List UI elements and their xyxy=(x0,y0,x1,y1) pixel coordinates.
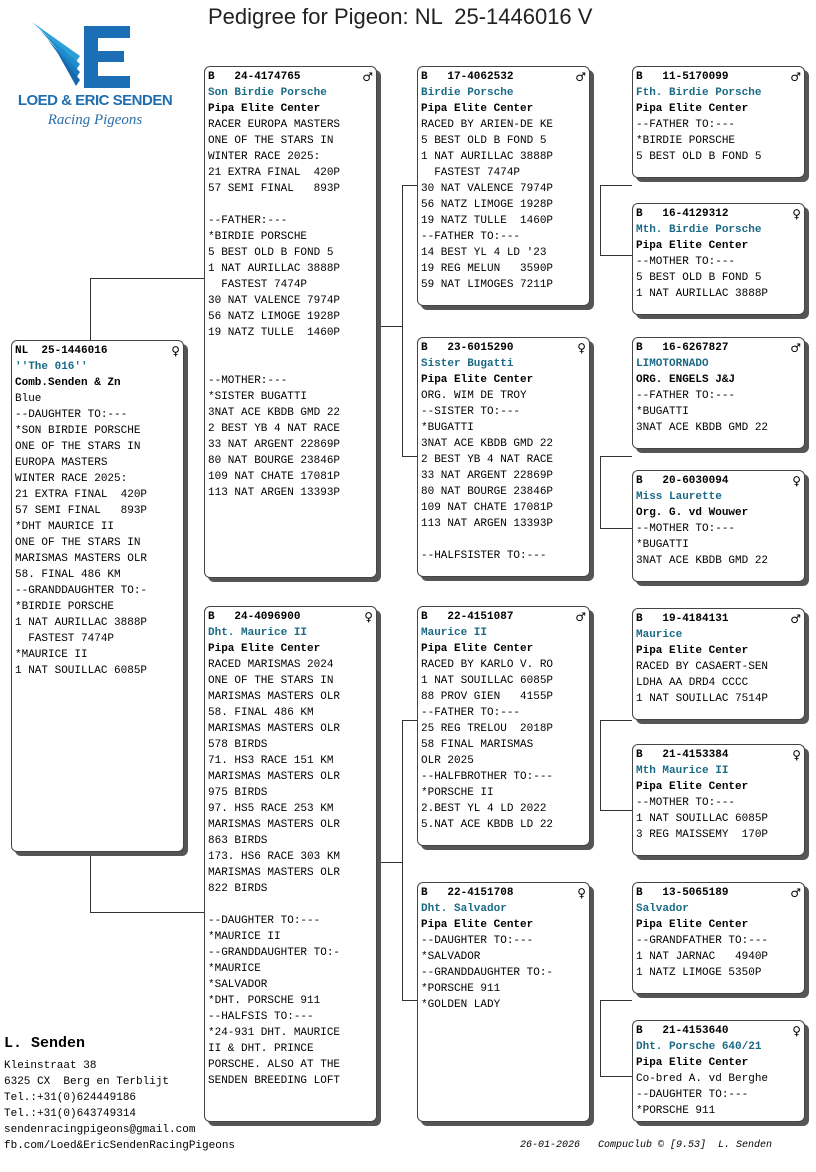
connector-line xyxy=(402,456,417,457)
connector-line xyxy=(600,185,632,186)
note-line: *GOLDEN LADY xyxy=(421,999,501,1011)
pigeon-card-ssd[interactable] xyxy=(632,203,805,315)
note-line: *SON BIRDIE PORSCHE xyxy=(15,425,141,437)
breeder-logo xyxy=(10,16,180,140)
female-symbol-icon: ♀ xyxy=(792,474,801,488)
pigeon-card-sds[interactable] xyxy=(632,337,805,449)
card-header xyxy=(636,885,801,901)
pigeon-notes xyxy=(636,795,801,843)
note-line: --GRANDFATHER TO:--- xyxy=(636,935,769,947)
note-line: *MAURICE II xyxy=(15,649,88,661)
note-line: 19 NATZ TULLE 1460P xyxy=(421,215,554,227)
pigeon-owner: Pipa Elite Center xyxy=(636,919,749,931)
note-line: RACED MARISMAS 2024 xyxy=(208,659,334,671)
male-symbol-icon: ♂ xyxy=(790,341,801,355)
ring-number: B 21-4153640 xyxy=(636,1025,729,1037)
note-line: *SALVADOR xyxy=(208,979,268,991)
note-line: 21 EXTRA FINAL 420P xyxy=(208,167,341,179)
ring-number: B 22-4151708 xyxy=(421,887,514,899)
note-line: RACED BY KARLO V. RO xyxy=(421,659,554,671)
card-header xyxy=(636,1023,801,1039)
note-line: 113 NAT ARGEN 13393P xyxy=(421,518,554,530)
note-line: 1 NAT SOUILLAC 7514P xyxy=(636,693,769,705)
note-line: --HALFBROTHER TO:--- xyxy=(421,771,554,783)
pigeon-card-dam[interactable] xyxy=(204,606,377,1122)
pigeon-name: Dht. Maurice II xyxy=(208,627,308,639)
pigeon-notes xyxy=(636,117,801,165)
note-line: --GRANDDAUGHTER TO:- xyxy=(421,967,554,979)
note-line: 30 NAT VALENCE 7974P xyxy=(208,295,341,307)
male-symbol-icon: ♂ xyxy=(575,610,586,624)
connector-line xyxy=(600,1000,632,1001)
ring-number: B 24-4174765 xyxy=(208,71,301,83)
connector-line xyxy=(600,720,632,721)
note-line: --MOTHER TO:--- xyxy=(636,523,736,535)
card-header xyxy=(636,747,801,763)
note-line xyxy=(208,197,373,213)
connector-line xyxy=(402,720,417,721)
note-line: 1 NAT JARNAC 4940P xyxy=(636,951,769,963)
female-symbol-icon: ♀ xyxy=(792,748,801,762)
pigeon-notes xyxy=(208,117,373,501)
logo-subtitle: Racing Pigeons xyxy=(47,112,143,128)
pigeon-owner: Pipa Elite Center xyxy=(636,781,749,793)
connector-line xyxy=(90,278,204,279)
note-line: 822 BIRDS xyxy=(208,883,268,895)
connector-line xyxy=(380,862,402,863)
connector-line xyxy=(402,720,403,1000)
card-header xyxy=(421,69,586,85)
pigeon-name: Son Birdie Porsche xyxy=(208,87,327,99)
note-line: 5.NAT ACE KBDB LD 22 xyxy=(421,819,554,831)
pigeon-card-dds[interactable] xyxy=(632,882,805,994)
note-line xyxy=(208,341,373,357)
note-line: 173. HS6 RACE 303 KM xyxy=(208,851,341,863)
logo-text: LOED & ERIC SENDEN xyxy=(17,92,173,109)
connector-line xyxy=(600,255,632,256)
female-symbol-icon: ♀ xyxy=(364,610,373,624)
note-line: --FATHER TO:--- xyxy=(636,390,736,402)
note-line: *BIRDIE PORSCHE xyxy=(636,135,736,147)
ring-number: B 16-4129312 xyxy=(636,208,729,220)
note-line: --FATHER TO:--- xyxy=(636,119,736,131)
note-line: MARISMAS MASTERS OLR xyxy=(208,723,341,735)
note-line: 59 NAT LIMOGES 7211P xyxy=(421,279,554,291)
pigeon-name: Maurice xyxy=(636,629,683,641)
note-line: 2.BEST YL 4 LD 2022 xyxy=(421,803,547,815)
note-line: ONE OF THE STARS IN xyxy=(15,441,141,453)
note-line: FASTEST 7474P xyxy=(208,279,308,291)
pigeon-notes xyxy=(636,254,801,302)
connector-line xyxy=(600,720,601,810)
pigeon-owner: Comb.Senden & Zn xyxy=(15,377,121,389)
pigeon-card-dss[interactable] xyxy=(632,608,805,720)
connector-line xyxy=(600,185,601,255)
note-line: 3NAT ACE KBDB GMD 22 xyxy=(208,407,341,419)
note-line: ONE OF THE STARS IN xyxy=(208,675,334,687)
pigeon-name: Mth. Birdie Porsche xyxy=(636,224,762,236)
pigeon-card-sire[interactable] xyxy=(204,66,377,578)
address-line: Kleinstraat 38 xyxy=(4,1060,97,1072)
note-line: 3NAT ACE KBDB GMD 22 xyxy=(636,555,769,567)
note-line: --DAUGHTER TO:--- xyxy=(421,935,534,947)
card-header xyxy=(421,340,586,356)
connector-line xyxy=(600,456,601,528)
note-line: *BIRDIE PORSCHE xyxy=(208,231,308,243)
note-line: *SALVADOR xyxy=(421,951,481,963)
connector-line xyxy=(90,912,204,913)
note-line: EUROPA MASTERS xyxy=(15,457,108,469)
pigeon-card-dam-dam[interactable] xyxy=(417,882,590,1122)
note-line: 109 NAT CHATE 17081P xyxy=(208,471,341,483)
female-symbol-icon: ♀ xyxy=(171,344,180,358)
note-line: 1 NAT SOUILLAC 6085P xyxy=(421,675,554,687)
note-line: 58 FINAL MARISMAS xyxy=(421,739,534,751)
pigeon-owner: Pipa Elite Center xyxy=(421,643,534,655)
pigeon-card-sire-sire[interactable] xyxy=(417,66,590,306)
note-line: --GRANDDAUGHTER TO:- xyxy=(208,947,341,959)
pigeon-owner: Pipa Elite Center xyxy=(636,103,749,115)
connector-line xyxy=(90,850,91,912)
note-line: 3 REG MAISSEMY 170P xyxy=(636,829,769,841)
pigeon-owner: Pipa Elite Center xyxy=(208,103,321,115)
card-header xyxy=(421,609,586,625)
note-line: --GRANDDAUGHTER TO:- xyxy=(15,585,148,597)
note-line: LDHA AA DRD4 CCCC xyxy=(636,677,749,689)
pigeon-name: Mth Maurice II xyxy=(636,765,729,777)
ring-number: B 24-4096900 xyxy=(208,611,301,623)
note-line: RACED BY CASAERT-SEN xyxy=(636,661,769,673)
note-line: --MOTHER TO:--- xyxy=(636,797,736,809)
note-line: 58. FINAL 486 KM xyxy=(15,569,121,581)
footer-stamp: 26-01-2026 Compuclub © [9.53] L. Senden xyxy=(520,1140,773,1151)
note-line: *MAURICE xyxy=(208,963,261,975)
note-line: 1 NATZ LIMOGE 5350P xyxy=(636,967,762,979)
note-line: 33 NAT ARGENT 22869P xyxy=(208,439,341,451)
note-line: 1 NAT AURILLAC 3888P xyxy=(15,617,148,629)
note-line: 578 BIRDS xyxy=(208,739,268,751)
pigeon-name: Salvador xyxy=(636,903,689,915)
card-header xyxy=(208,609,373,625)
pigeon-notes xyxy=(421,117,586,293)
note-line: *SISTER BUGATTI xyxy=(208,391,308,403)
ring-number: B 11-5170099 xyxy=(636,71,729,83)
pigeon-owner: Org. G. vd Wouwer xyxy=(636,507,749,519)
note-line: 80 NAT BOURGE 23846P xyxy=(421,486,554,498)
phone-line: Tel.:+31(0)624449186 xyxy=(4,1092,137,1104)
pigeon-name: Dht. Salvador xyxy=(421,903,507,915)
note-line: --HALFSISTER TO:--- xyxy=(421,550,547,562)
pigeon-card-dsd[interactable] xyxy=(632,744,805,856)
card-header xyxy=(636,69,801,85)
note-line: MARISMAS MASTERS OLR xyxy=(15,553,148,565)
pigeon-card-sdd[interactable] xyxy=(632,470,805,582)
note-line: 1 NAT SOUILLAC 6085P xyxy=(15,665,148,677)
card-header xyxy=(636,611,801,627)
note-line: MARISMAS MASTERS OLR xyxy=(208,819,341,831)
note-line: RACED BY ARIEN-DE KE xyxy=(421,119,554,131)
note-line: 56 NATZ LIMOGE 1928P xyxy=(208,311,341,323)
note-line: 3NAT ACE KBDB GMD 22 xyxy=(636,422,769,434)
note-line xyxy=(421,532,586,548)
note-line: II & DHT. PRINCE xyxy=(208,1043,314,1055)
male-symbol-icon: ♂ xyxy=(790,886,801,900)
note-line: --MOTHER TO:--- xyxy=(636,256,736,268)
pigeon-owner: Pipa Elite Center xyxy=(636,1057,749,1069)
female-symbol-icon: ♀ xyxy=(577,886,586,900)
female-symbol-icon: ♀ xyxy=(792,1024,801,1038)
pigeon-owner: Pipa Elite Center xyxy=(421,103,534,115)
connector-line xyxy=(402,185,417,186)
ring-number: B 17-4062532 xyxy=(421,71,514,83)
note-line: ORG. WIM DE TROY xyxy=(421,390,527,402)
note-line: 88 PROV GIEN 4155P xyxy=(421,691,554,703)
note-line: --DAUGHTER TO:--- xyxy=(636,1089,749,1101)
pigeon-notes xyxy=(208,657,373,1089)
pigeon-notes xyxy=(636,1071,801,1119)
female-symbol-icon: ♀ xyxy=(792,207,801,221)
note-line: 3NAT ACE KBDB GMD 22 xyxy=(421,438,554,450)
note-line: *BUGATTI xyxy=(636,539,689,551)
breeder-contact xyxy=(4,1034,236,1154)
note-line: 2 BEST YB 4 NAT RACE xyxy=(208,423,341,435)
note-line: MARISMAS MASTERS OLR xyxy=(208,867,341,879)
note-line: 863 BIRDS xyxy=(208,835,268,847)
ring-number: B 19-4184131 xyxy=(636,613,729,625)
note-line xyxy=(208,897,373,913)
note-line: ONE OF THE STARS IN xyxy=(208,135,334,147)
ring-number: NL 25-1446016 xyxy=(15,345,108,357)
card-header xyxy=(208,69,373,85)
note-line: OLR 2025 xyxy=(421,755,474,767)
note-line: FASTEST 7474P xyxy=(15,633,115,645)
ring-number: B 23-6015290 xyxy=(421,342,514,354)
note-line xyxy=(208,357,373,373)
note-line: --FATHER:--- xyxy=(208,215,288,227)
connector-line xyxy=(600,528,632,529)
note-line: *BUGATTI xyxy=(421,422,474,434)
connector-line xyxy=(402,1000,417,1001)
note-line: *BIRDIE PORSCHE xyxy=(15,601,115,613)
note-line: WINTER RACE 2025: xyxy=(15,473,128,485)
pigeon-notes xyxy=(636,933,801,981)
pigeon-name: Birdie Porsche xyxy=(421,87,514,99)
pigeon-name: LIMOTORNADO xyxy=(636,358,709,370)
note-line: 57 SEMI FINAL 893P xyxy=(15,505,148,517)
note-line: *DHT MAURICE II xyxy=(15,521,115,533)
connector-line xyxy=(600,1076,632,1077)
connector-line xyxy=(402,185,403,456)
ring-number: B 20-6030094 xyxy=(636,475,729,487)
note-line: 5 BEST OLD B FOND 5 xyxy=(208,247,334,259)
note-line: 5 BEST OLD B FOND 5 xyxy=(636,151,762,163)
note-line: 19 REG MELUN 3590P xyxy=(421,263,554,275)
card-header xyxy=(15,343,180,359)
note-line: 30 NAT VALENCE 7974P xyxy=(421,183,554,195)
note-line: --SISTER TO:--- xyxy=(421,406,521,418)
pigeon-card-subject[interactable] xyxy=(11,340,184,852)
note-line: Blue xyxy=(15,393,42,405)
note-line: 975 BIRDS xyxy=(208,787,268,799)
address-line: 6325 CX Berg en Terblijt xyxy=(4,1076,170,1088)
connector-line xyxy=(90,278,91,341)
note-line: 113 NAT ARGEN 13393P xyxy=(208,487,341,499)
pigeon-card-dam-sire[interactable] xyxy=(417,606,590,846)
pigeon-notes xyxy=(421,388,586,564)
pigeon-card-sire-dam[interactable] xyxy=(417,337,590,577)
note-line: FASTEST 7474P xyxy=(421,167,521,179)
pigeon-owner: Pipa Elite Center xyxy=(636,240,749,252)
note-line: --MOTHER:--- xyxy=(208,375,288,387)
note-line: 5 BEST OLD B FOND 5 xyxy=(636,272,762,284)
note-line: --HALFSIS TO:--- xyxy=(208,1011,314,1023)
pigeon-name: Fth. Birdie Porsche xyxy=(636,87,762,99)
pigeon-card-ddd[interactable] xyxy=(632,1020,805,1122)
pigeon-name: Sister Bugatti xyxy=(421,358,514,370)
pigeon-notes xyxy=(421,657,586,833)
note-line: --FATHER TO:--- xyxy=(421,707,521,719)
pigeon-owner: ORG. ENGELS J&J xyxy=(636,374,736,386)
pigeon-card-sss[interactable] xyxy=(632,66,805,178)
note-line: 33 NAT ARGENT 22869P xyxy=(421,470,554,482)
note-line: 58. FINAL 486 KM xyxy=(208,707,314,719)
note-line: Co-bred A. vd Berghe xyxy=(636,1073,769,1085)
connector-line xyxy=(600,456,632,457)
breeder-name: L. Senden xyxy=(4,1035,86,1052)
pigeon-name: Dht. Porsche 640/21 xyxy=(636,1041,762,1053)
note-line: 1 NAT AURILLAC 3888P xyxy=(208,263,341,275)
male-symbol-icon: ♂ xyxy=(362,70,373,84)
pigeon-owner: Pipa Elite Center xyxy=(208,643,321,655)
note-line: *PORSCHE 911 xyxy=(421,983,501,995)
pigeon-owner: Pipa Elite Center xyxy=(421,919,534,931)
note-line: SENDEN BREEDING LOFT xyxy=(208,1075,341,1087)
note-line: 56 NATZ LIMOGE 1928P xyxy=(421,199,554,211)
note-line: --DAUGHTER TO:--- xyxy=(208,915,321,927)
note-line: RACER EUROPA MASTERS xyxy=(208,119,341,131)
note-line: 25 REG TRELOU 2018P xyxy=(421,723,554,735)
connector-line xyxy=(600,1000,601,1076)
connector-line xyxy=(380,326,402,327)
note-line: 80 NAT BOURGE 23846P xyxy=(208,455,341,467)
note-line: MARISMAS MASTERS OLR xyxy=(208,771,341,783)
page-title: Pedigree for Pigeon: NL 25-1446016 V xyxy=(208,4,593,29)
pigeon-owner: Pipa Elite Center xyxy=(421,374,534,386)
note-line: 2 BEST YB 4 NAT RACE xyxy=(421,454,554,466)
note-line: *PORSCHE 911 xyxy=(636,1105,716,1117)
note-line: MARISMAS MASTERS OLR xyxy=(208,691,341,703)
note-line: --DAUGHTER TO:--- xyxy=(15,409,128,421)
ring-number: B 16-6267827 xyxy=(636,342,729,354)
note-line: *MAURICE II xyxy=(208,931,281,943)
connector-line xyxy=(600,810,632,811)
ring-number: B 13-5065189 xyxy=(636,887,729,899)
note-line: 109 NAT CHATE 17081P xyxy=(421,502,554,514)
pigeon-notes xyxy=(15,391,180,679)
note-line: 21 EXTRA FINAL 420P xyxy=(15,489,148,501)
note-line: 97. HS5 RACE 253 KM xyxy=(208,803,334,815)
note-line: 71. HS3 RACE 151 KM xyxy=(208,755,334,767)
pigeon-notes xyxy=(636,659,801,707)
email-line: sendenracingpigeons@gmail.com xyxy=(4,1124,196,1136)
note-line: --FATHER TO:--- xyxy=(421,231,521,243)
male-symbol-icon: ♂ xyxy=(575,70,586,84)
note-line: 57 SEMI FINAL 893P xyxy=(208,183,341,195)
note-line: 19 NATZ TULLE 1460P xyxy=(208,327,341,339)
note-line: WINTER RACE 2025: xyxy=(208,151,321,163)
pigeon-notes xyxy=(421,933,586,1013)
note-line: 1 NAT AURILLAC 3888P xyxy=(421,151,554,163)
ring-number: B 21-4153384 xyxy=(636,749,729,761)
note-line: *24-931 DHT. MAURICE xyxy=(208,1027,341,1039)
note-line: ONE OF THE STARS IN xyxy=(15,537,141,549)
pigeon-name: Miss Laurette xyxy=(636,491,722,503)
note-line: *DHT. PORSCHE 911 xyxy=(208,995,321,1007)
card-header xyxy=(636,206,801,222)
card-header xyxy=(421,885,586,901)
pigeon-name: Maurice II xyxy=(421,627,488,639)
note-line: 5 BEST OLD B FOND 5 xyxy=(421,135,547,147)
note-line: PORSCHE. ALSO AT THE xyxy=(208,1059,341,1071)
pigeon-name: ''The 016'' xyxy=(15,361,88,373)
wings-logo-icon xyxy=(10,16,180,96)
phone-line: Tel.:+31(0)643749314 xyxy=(4,1108,137,1120)
pigeon-owner: Pipa Elite Center xyxy=(636,645,749,657)
note-line: 14 BEST YL 4 LD '23 xyxy=(421,247,547,259)
pigeon-notes xyxy=(636,388,801,436)
card-header xyxy=(636,473,801,489)
note-line: *BUGATTI xyxy=(636,406,689,418)
note-line: 1 NAT SOUILLAC 6085P xyxy=(636,813,769,825)
facebook-line: fb.com/Loed&EricSendenRacingPigeons xyxy=(4,1140,236,1152)
male-symbol-icon: ♂ xyxy=(790,70,801,84)
male-symbol-icon: ♂ xyxy=(790,612,801,626)
card-header xyxy=(636,340,801,356)
ring-number: B 22-4151087 xyxy=(421,611,514,623)
pigeon-notes xyxy=(636,521,801,569)
note-line: 1 NAT AURILLAC 3888P xyxy=(636,288,769,300)
female-symbol-icon: ♀ xyxy=(577,341,586,355)
note-line: *PORSCHE II xyxy=(421,787,494,799)
